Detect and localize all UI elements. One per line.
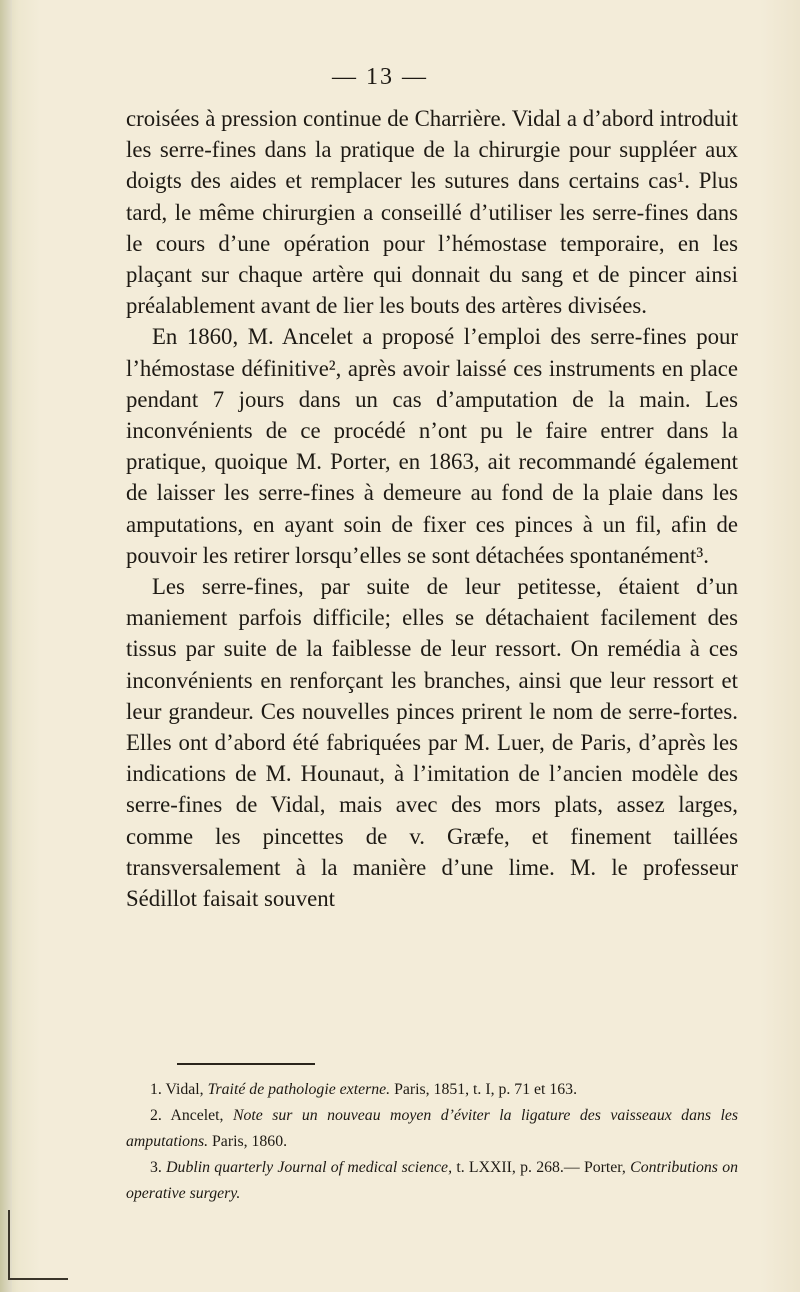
footnotes	[126, 1077, 738, 1207]
corner-mark-base	[8, 1278, 68, 1280]
body-text	[126, 103, 738, 914]
footnote-author: Vidal,	[165, 1081, 204, 1098]
footnote-title: Dublin quarterly Journal of medical science,	[166, 1159, 453, 1176]
corner-mark	[8, 1210, 10, 1280]
binding-edge	[0, 0, 12, 1292]
footnote-1	[126, 1077, 738, 1103]
footnote-2	[126, 1103, 738, 1155]
footnote-number: 2.	[150, 1107, 162, 1124]
footnote-3	[126, 1155, 738, 1207]
paragraph-3: Les serre-fines, par suite de leur petitesse, étaient d’un maniement parfois difficile; elles se détachaient facilement des tissus par suite de la faiblesse de leur ressort. On remédia à ces inconvénients en renforçant les branches, ainsi que leur ressort et leur grandeur. Ces nouvelles pinces prirent le nom de serre-fortes. Elles ont d’abord été fabriquées par M. Luer, de Paris, d’après les indications de M. Hounaut, à l’imitation de l’ancien modèle des serre-fines de Vidal, mais avec des mors plats, assez larges, comme les pincettes de v. Græfe, et finement taillées transversalement à la manière d’une lime. M. le professeur Sédillot faisait souvent	[126, 574, 738, 912]
footnote-number: 3.	[150, 1159, 162, 1176]
footnote-title: Note sur un nouveau moyen d’éviter la ligature des vaisseaux dans les amputations.	[126, 1107, 739, 1150]
footnote-rest: Paris, 1851, t. I, p. 71 et 163.	[394, 1081, 578, 1098]
page-number: — 13 —	[332, 64, 428, 90]
paragraph-1: croisées à pression continue de Charrière. Vidal a d’abord introduit les serre-fines dans la pratique de la chirurgie pour suppléer aux doigts des aides et remplacer les sutures dans certains cas¹. Plus tard, le même chirurgien a conseillé d’utiliser les serre-fines dans le cours d’une opération pour l’hémostase temporaire, en les plaçant sur chaque artère qui donnait du sang et de pincer ainsi préalablement avant de lier les bouts des artères divisées.	[126, 106, 738, 319]
footnote-title-2: Contributions on operative surgery.	[126, 1159, 738, 1202]
footnote-rest: t. LXXII, p. 268.— Porter,	[456, 1159, 626, 1176]
paragraph-2: En 1860, M. Ancelet a proposé l’emploi des serre-fines pour l’hémostase définitive², après avoir laissé ces instruments en place pendant 7 jours dans un cas d’amputation de la main. Les inconvénients de ce procédé n’ont pu le faire entrer dans la pratique, quoique M. Porter, en 1863, ait recommandé également de laisser les serre-fines à demeure au fond de la plaie dans les amputations, en ayant soin de fixer ces pinces à un fil, afin de pouvoir les retirer lorsqu’elles se sont détachées spontanément³.	[126, 324, 738, 568]
footnote-number: 1.	[150, 1081, 162, 1098]
footnote-rule	[177, 1063, 315, 1065]
footnote-author: Ancelet,	[170, 1107, 224, 1124]
footnote-rest: Paris, 1860.	[212, 1133, 288, 1150]
footnote-title: Traité de pathologie externe.	[207, 1081, 391, 1098]
